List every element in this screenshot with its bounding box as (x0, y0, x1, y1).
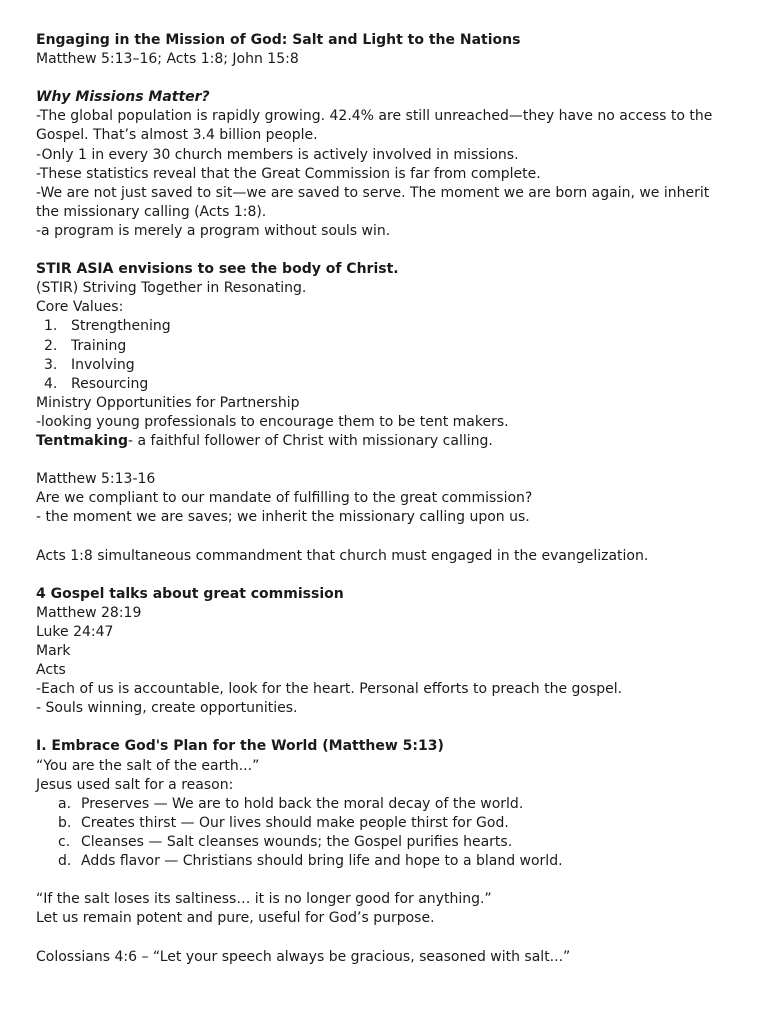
list-text: Training (71, 337, 127, 354)
list-text: Resourcing (71, 375, 149, 392)
list-item (36, 375, 732, 394)
spacer (36, 451, 732, 470)
colossians-verse: Colossians 4:6 – “Let your speech always be gracious, seasoned with salt...” (36, 948, 571, 965)
matthew-reference: Matthew 5:13-16 (36, 471, 156, 488)
why-missions-heading: Why Missions Matter? (36, 89, 210, 106)
list-number: 2. (44, 337, 58, 354)
why-line: -Only 1 in every 30 church members is actively involved in missions. (36, 146, 519, 163)
stir-heading: STIR ASIA envisions to see the body of Christ. (36, 261, 399, 278)
why-line: -a program is merely a program without souls win. (36, 222, 391, 239)
looking-line: -looking young professionals to encourage them to be tent makers. (36, 413, 509, 430)
scripture-references: Matthew 5:13–16; Acts 1:8; John 15:8 (36, 51, 299, 68)
why-line: -The global population is rapidly growing. 42.4% are still unreached—they have no access to the Gospel. That’s almost 3.4 billion people. (36, 108, 713, 144)
list-letter: c. (58, 833, 71, 850)
gospels-heading: 4 Gospel talks about great commission (36, 585, 344, 602)
saltiness-quote: “If the salt loses its saltiness… it is no longer good for anything.” (36, 891, 492, 908)
list-text: Creates thirst — Our lives should make people thirst for God. (81, 814, 509, 831)
tentmaking-definition (36, 432, 732, 451)
spacer (36, 241, 732, 260)
tentmaking-text: - a faithful follower of Christ with missionary calling. (127, 432, 493, 449)
spacer (36, 527, 732, 546)
gospel-item: Mark (36, 643, 71, 659)
acts-line: Acts 1:8 simultaneous commandment that church must engaged in the evangelization. (36, 547, 649, 564)
spacer (36, 718, 732, 737)
spacer (36, 928, 732, 947)
list-item (36, 795, 732, 814)
stir-acronym: (STIR) Striving Together in Resonating. (36, 280, 307, 297)
gospel-item: Luke 24:47 (36, 623, 114, 640)
list-text: Involving (71, 356, 135, 373)
list-text: Preserves — We are to hold back the moral decay of the world. (81, 795, 524, 812)
matthew-question: Are we compliant to our mandate of fulfilling to the great commission? (36, 490, 533, 507)
salt-intro: Jesus used salt for a reason: (36, 776, 234, 793)
list-item (36, 852, 732, 871)
list-number: 4. (44, 375, 58, 392)
list-text: Cleanses — Salt cleanses wounds; the Gospel purifies hearts. (81, 833, 513, 850)
salt-quote: “You are the salt of the earth...” (36, 757, 260, 774)
list-item (36, 814, 732, 833)
list-number: 3. (44, 356, 58, 373)
gospel-item: Matthew 28:19 (36, 604, 142, 621)
list-item (36, 317, 732, 336)
gospel-item: Acts (36, 662, 66, 679)
matthew-answer: - the moment we are saves; we inherit the missionary calling upon us. (36, 509, 530, 526)
document-title: Engaging in the Mission of God: Salt and Light to the Nations (36, 32, 521, 48)
list-item (36, 356, 732, 375)
list-letter: a. (58, 795, 72, 812)
embrace-heading: I. Embrace God's Plan for the World (Matthew 5:13) (36, 738, 444, 755)
spacer (36, 871, 732, 890)
why-line: -We are not just saved to sit—we are saved to serve. The moment we are born again, we inherit the missionary calling (Acts 1:8). (36, 184, 710, 220)
list-number: 1. (44, 318, 58, 335)
ministry-opportunities: Ministry Opportunities for Partnership (36, 394, 300, 411)
list-letter: d. (58, 853, 72, 870)
list-letter: b. (58, 814, 72, 831)
why-line: -These statistics reveal that the Great Commission is far from complete. (36, 165, 541, 182)
list-text: Strengthening (71, 318, 171, 335)
tentmaking-term: Tentmaking (36, 432, 128, 449)
spacer (36, 566, 732, 585)
list-item (36, 337, 732, 356)
core-values-list (36, 317, 732, 393)
list-item (36, 833, 732, 852)
gospel-note: - Souls winning, create opportunities. (36, 700, 298, 717)
core-values-label: Core Values: (36, 299, 124, 316)
gospel-note: -Each of us is accountable, look for the heart. Personal efforts to preach the gospel. (36, 681, 623, 698)
spacer (36, 69, 732, 88)
salt-reasons-list (36, 795, 732, 871)
list-text: Adds flavor — Christians should bring life and hope to a bland world. (81, 853, 563, 870)
remain-line: Let us remain potent and pure, useful for God’s purpose. (36, 910, 435, 927)
